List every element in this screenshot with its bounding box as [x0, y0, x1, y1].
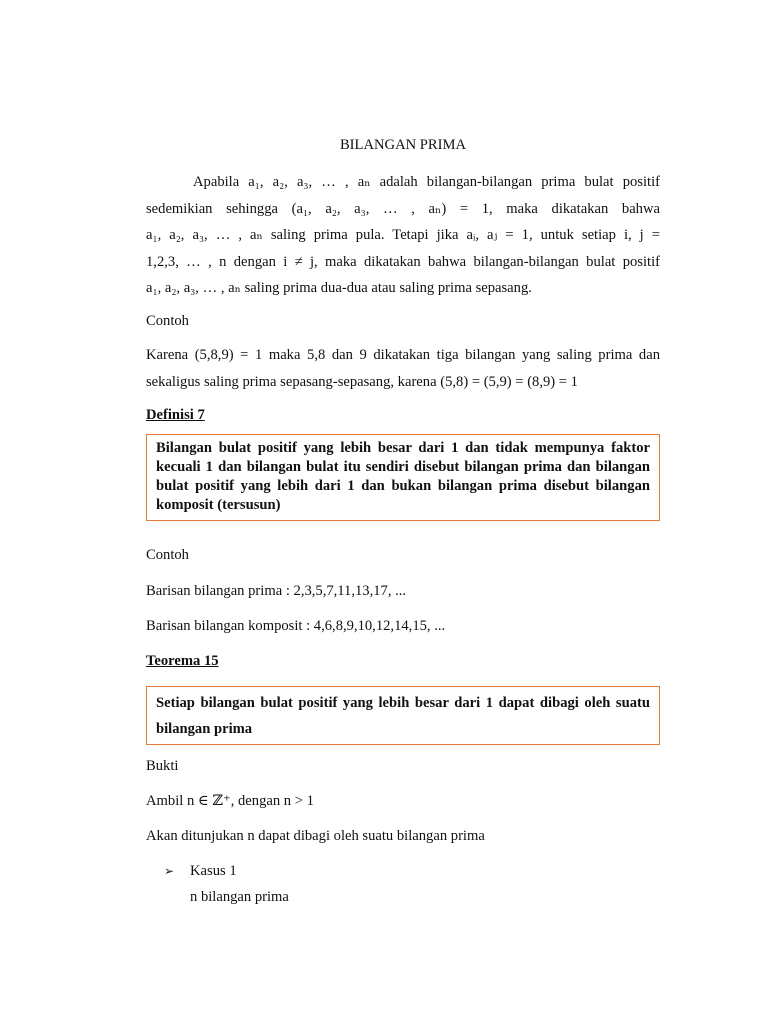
- intro-paragraph: [146, 169, 660, 302]
- teorema-text: Setiap bilangan bulat positif yang lebih besar dari 1 dapat dibagi oleh suatu bilangan prima: [156, 695, 650, 737]
- karena-line-2: sekaligus saling prima sepasang-sepasang, karena (5,8) = (5,9) = (8,9) = 1: [146, 373, 578, 390]
- karena-line-1: Karena (5,8,9) = 1 maka 5,8 dan 9 dikatakan tiga bilangan yang saling prima dan: [146, 347, 660, 363]
- ambil-statement: Ambil n ∈ ℤ⁺, dengan n > 1: [146, 793, 314, 809]
- definisi-text: Bilangan bulat positif yang lebih besar dari 1 dan tidak mempunya faktor kecuali 1 dan bilangan bulat itu sendiri disebut bilangan prima dan bilangan bulat positif yang lebih dari 1 dan bukan bilangan prima disebut bilangan komposit (tersusun): [156, 440, 650, 513]
- barisan-komposit: Barisan bilangan komposit : 4,6,8,9,10,12,14,15, ...: [146, 618, 446, 634]
- definisi-box: [146, 434, 660, 521]
- intro-line-1: Apabila a₁, a₂, a₃, … , aₙ adalah bilangan-bilangan prima bulat positif: [193, 174, 660, 190]
- barisan-prima: Barisan bilangan prima : 2,3,5,7,11,13,17, ...: [146, 583, 407, 599]
- arrow-bullet-icon: ➢: [164, 864, 175, 878]
- teorema-heading: Teorema 15: [146, 653, 219, 669]
- page-title: BILANGAN PRIMA: [339, 137, 467, 153]
- teorema-box: [146, 686, 660, 745]
- kasus-item: [164, 863, 644, 880]
- contoh-label-2: Contoh: [146, 547, 189, 563]
- akan-statement: Akan ditunjukan n dapat dibagi oleh suatu bilangan prima: [146, 828, 485, 844]
- kasus-detail: n bilangan prima: [190, 889, 289, 905]
- definisi-heading: Definisi 7: [146, 407, 205, 423]
- kasus-label: Kasus 1: [190, 863, 237, 879]
- bukti-label: Bukti: [146, 758, 179, 774]
- karena-paragraph: [146, 342, 660, 395]
- intro-line-2: sedemikian sehingga (a₁, a₂, a₃, … , aₙ) = 1, maka dikatakan bahwa: [146, 200, 660, 217]
- intro-line-3: a₁, a₂, a₃, … , aₙ saling prima pula. Tetapi jika aᵢ, aⱼ = 1, untuk setiap i, j =: [146, 227, 660, 243]
- intro-line-4: 1,2,3, … , n dengan i ≠ j, maka dikatakan bahwa bilangan-bilangan bulat positif: [146, 253, 660, 270]
- intro-line-5: a₁, a₂, a₃, … , aₙ saling prima dua-dua atau saling prima sepasang.: [146, 280, 532, 296]
- contoh-label-1: Contoh: [146, 313, 189, 329]
